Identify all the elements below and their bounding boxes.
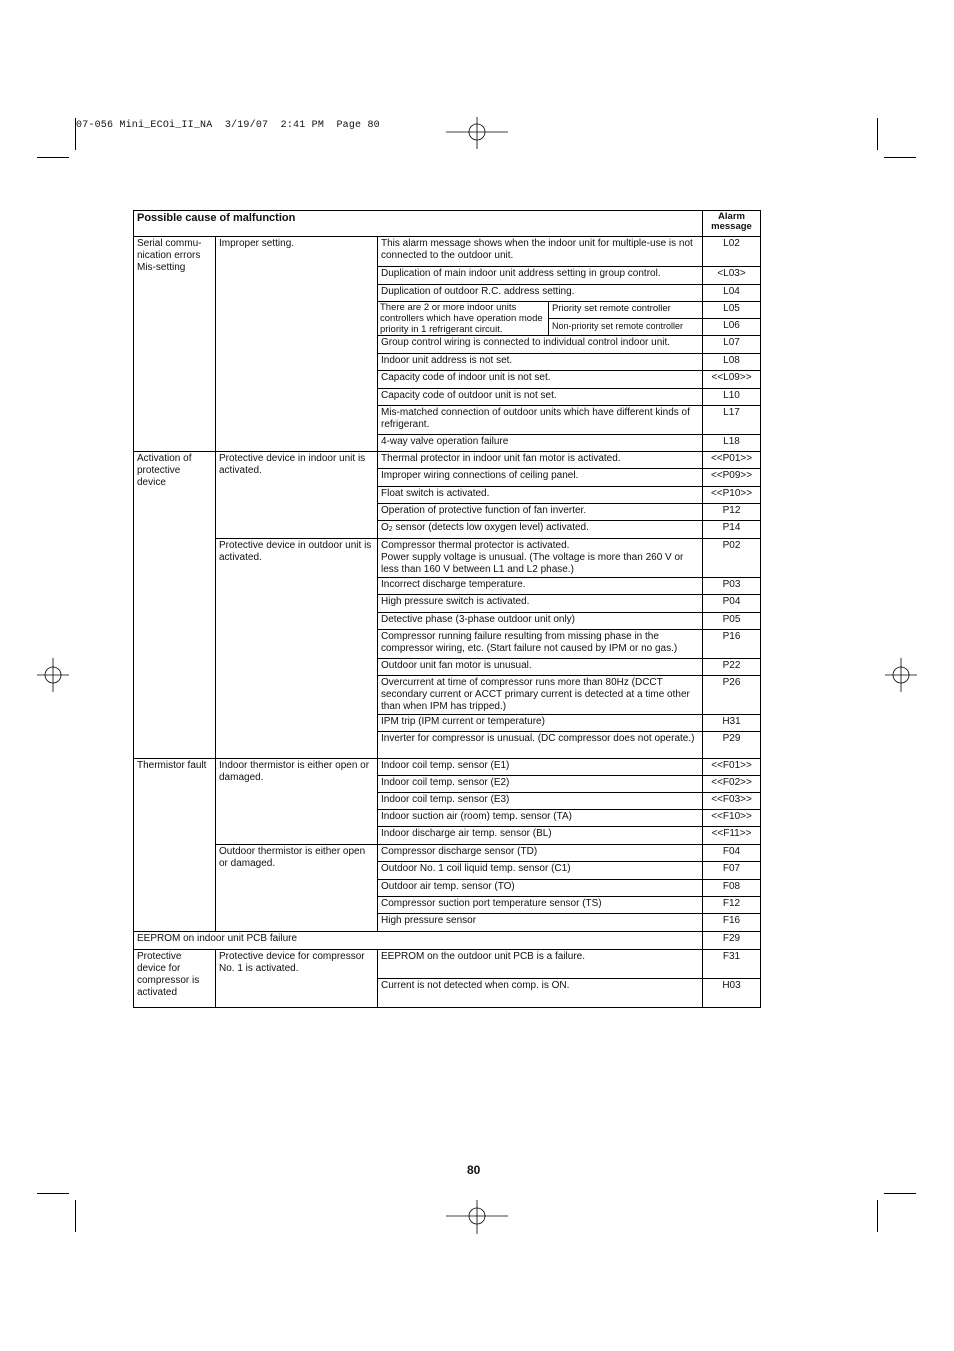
table-row [134,452,761,469]
desc-o2-subscript: 2 [388,526,393,533]
desc-cell: High pressure switch is activated. [378,595,703,613]
table-row [134,237,761,267]
alarm-code: P29 [703,732,761,759]
desc-cell: Detective phase (3-phase outdoor unit only) [378,613,703,630]
desc-cell: Inverter for compressor is unusual. (DC compressor does not operate.) [378,732,703,759]
desc-cell: Capacity code of indoor unit is not set. [378,371,703,389]
page-number: 80 [467,1163,481,1177]
alarm-code: L06 [703,319,761,336]
sub-compressor: Protective device for compressor No. 1 is activated. [216,950,378,1008]
desc-cell [378,539,703,578]
sub-thermistor-outdoor: Outdoor thermistor is either open or damaged. [216,845,378,932]
alarm-code: P04 [703,595,761,613]
alarm-code: L18 [703,435,761,452]
group-thermistor: Thermistor fault [134,759,216,932]
crop-mark-bottom-left-v [75,1200,76,1232]
desc-cell: Indoor unit address is not set. [378,354,703,371]
crop-mark-top-left-h [37,157,69,158]
alarm-code: L17 [703,406,761,435]
registration-mark-right-icon [885,658,917,692]
sub-improper-setting: Improper setting. [216,237,378,452]
alarm-code: L10 [703,389,761,406]
sub-protective-indoor: Protective device in indoor unit is activated. [216,452,378,539]
registration-mark-top-icon [446,117,508,149]
alarm-code: L07 [703,336,761,354]
alarm-code: P03 [703,578,761,595]
alarm-code: L08 [703,354,761,371]
desc-cell: IPM trip (IPM current or temperature) [378,715,703,732]
desc-cell: Compressor discharge sensor (TD) [378,845,703,862]
alarm-code: F31 [703,950,761,979]
crop-mark-top-right-v [877,118,878,150]
alarm-code: L05 [703,302,761,319]
alarm-code: <<F11>> [703,827,761,845]
alarm-code: <L03> [703,267,761,285]
alarm-code: F04 [703,845,761,862]
table-row [134,932,761,950]
desc-cell: There are 2 or more indoor units controllers which have operation mode priority in 1 refrigerant circuit. [378,302,549,336]
desc-cell: Indoor coil temp. sensor (E2) [378,776,703,793]
desc-priority: Priority set remote controller [549,302,703,319]
print-slug: 07-056 Mini_ECOi_II_NA 3/19/07 2:41 PM Page 80 [76,120,380,131]
registration-mark-bottom-icon [446,1200,508,1234]
alarm-code: F12 [703,897,761,914]
alarm-code: P26 [703,676,761,715]
desc-cell: Outdoor unit fan motor is unusual. [378,659,703,676]
desc-non-priority: Non-priority set remote controller [549,319,703,336]
desc-line: Compressor thermal protector is activated. [381,540,570,551]
desc-cell: Indoor coil temp. sensor (E1) [378,759,703,776]
desc-cell: Current is not detected when comp. is ON. [378,979,703,1008]
alarm-code: F29 [703,932,761,950]
alarm-code: <<F03>> [703,793,761,810]
malfunction-table [133,210,761,1008]
desc-cell: Group control wiring is connected to individual control indoor unit. [378,336,703,354]
desc-cell: EEPROM on the outdoor unit PCB is a failure. [378,950,703,979]
table-row [134,759,761,776]
crop-mark-bottom-right-v [877,1200,878,1232]
alarm-code: <<P09>> [703,469,761,487]
crop-mark-top-right-h [884,157,916,158]
table-row [134,539,761,578]
desc-cell: 4-way valve operation failure [378,435,703,452]
alarm-code: F07 [703,862,761,880]
alarm-code: P12 [703,504,761,521]
group-serial: Serial commu-nication errors Mis-setting [134,237,216,452]
crop-mark-bottom-left-h [37,1193,69,1194]
desc-cell: Outdoor air temp. sensor (TO) [378,880,703,897]
desc-cell: Overcurrent at time of compressor runs more than 80Hz (DCCT secondary current or ACCT primary current is detected at a time other than when IPM has tripped.) [378,676,703,715]
alarm-code: H03 [703,979,761,1008]
header-alarm: Alarm message [703,211,761,237]
alarm-code: H31 [703,715,761,732]
header-row [134,211,761,237]
alarm-code: P14 [703,521,761,539]
desc-cell: Duplication of outdoor R.C. address setting. [378,285,703,302]
desc-cell: Mis-matched connection of outdoor units which have different kinds of refrigerant. [378,406,703,435]
header-cause: Possible cause of malfunction [134,211,703,237]
table-row [134,950,761,979]
desc-cell: Indoor suction air (room) temp. sensor (TA) [378,810,703,827]
desc-cell [378,521,703,539]
alarm-code: <<F01>> [703,759,761,776]
alarm-code: <<P01>> [703,452,761,469]
crop-mark-bottom-right-h [884,1193,916,1194]
alarm-code: <<L09>> [703,371,761,389]
desc-cell: Indoor coil temp. sensor (E3) [378,793,703,810]
group-compressor: Protective device for compressor is activated [134,950,216,1008]
desc-cell: Incorrect discharge temperature. [378,578,703,595]
alarm-code: <<P10>> [703,487,761,504]
alarm-code: L04 [703,285,761,302]
sub-thermistor-indoor: Indoor thermistor is either open or damaged. [216,759,378,845]
desc-cell: Operation of protective function of fan inverter. [378,504,703,521]
desc-cell: High pressure sensor [378,914,703,932]
desc-cell: Capacity code of outdoor unit is not set. [378,389,703,406]
desc-cell: This alarm message shows when the indoor unit for multiple-use is not connected to the outdoor unit. [378,237,703,267]
alarm-code: F16 [703,914,761,932]
alarm-code: P22 [703,659,761,676]
desc-cell: Outdoor No. 1 coil liquid temp. sensor (C1) [378,862,703,880]
alarm-code: F08 [703,880,761,897]
group-protective: Activation of protective device [134,452,216,759]
alarm-code: P05 [703,613,761,630]
alarm-code: <<F10>> [703,810,761,827]
desc-line: Power supply voltage is unusual. (The voltage is more than 260 V or less than 160 V between L1 and L2 phase.) [381,552,684,575]
desc-cell: Thermal protector in indoor unit fan motor is activated. [378,452,703,469]
desc-cell: Float switch is activated. [378,487,703,504]
sub-protective-outdoor: Protective device in outdoor unit is activated. [216,539,378,759]
registration-mark-left-icon [37,658,69,692]
desc-cell: Compressor running failure resulting from missing phase in the compressor wiring, etc. (Start failure not caused by IPM or no gas.) [378,630,703,659]
desc-cell: EEPROM on indoor unit PCB failure [134,932,703,950]
alarm-code: P02 [703,539,761,578]
desc-cell: Compressor suction port temperature sensor (TS) [378,897,703,914]
desc-cell: Duplication of main indoor unit address setting in group control. [378,267,703,285]
alarm-code: L02 [703,237,761,267]
alarm-code: <<F02>> [703,776,761,793]
desc-cell: Indoor discharge air temp. sensor (BL) [378,827,703,845]
desc-cell: Improper wiring connections of ceiling panel. [378,469,703,487]
desc-o2-text: sensor (detects low oxygen level) activated. [392,522,589,533]
alarm-code: P16 [703,630,761,659]
desc-o2-prefix: O [381,522,389,533]
crop-mark-top-left-v [75,118,76,150]
table-row [134,845,761,862]
